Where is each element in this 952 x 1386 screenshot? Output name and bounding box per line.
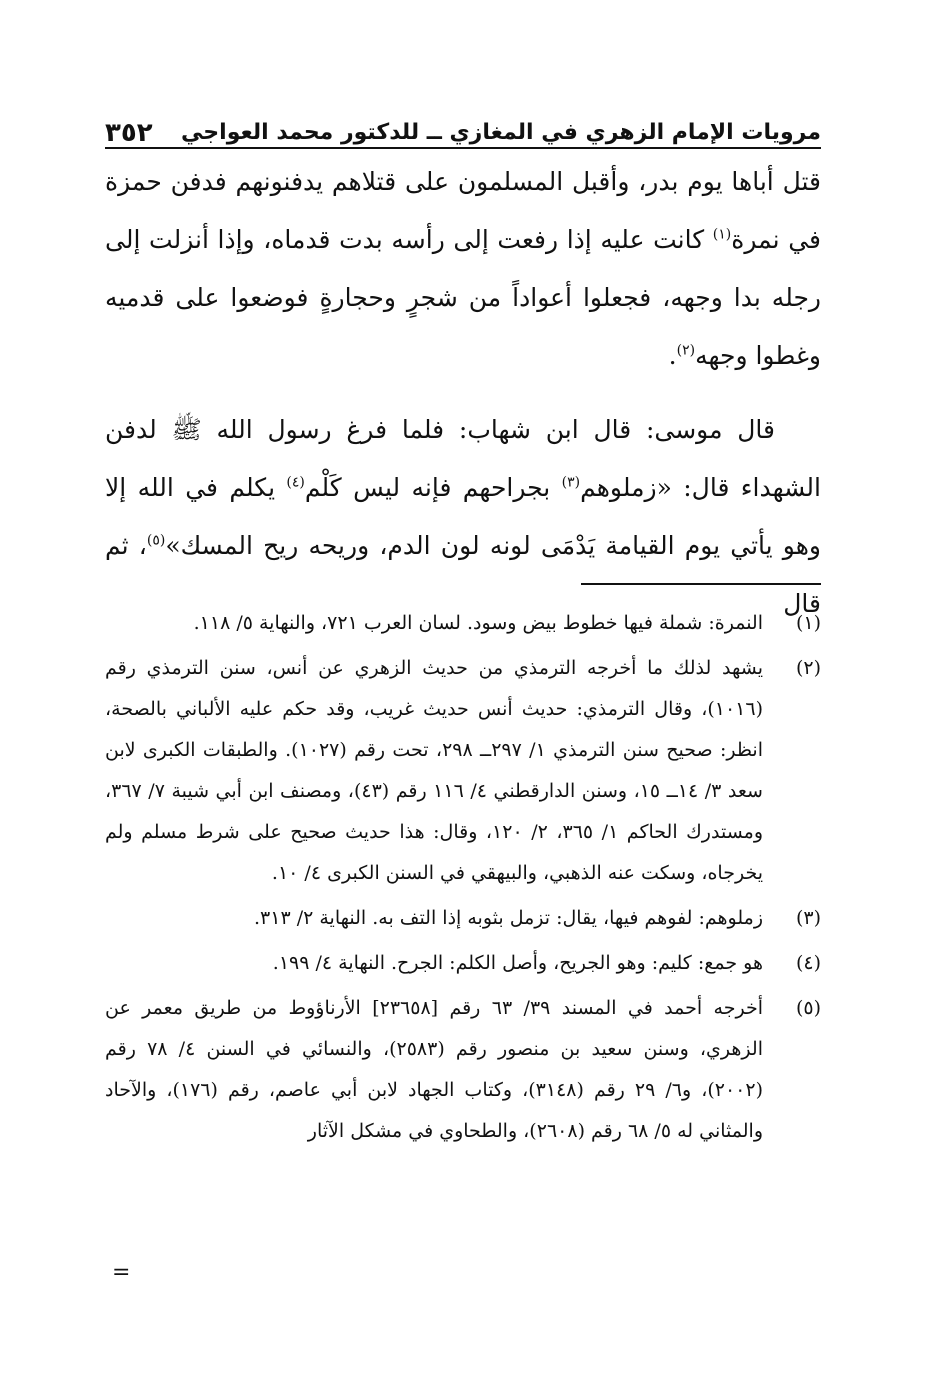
footnote-text: زملوهم: لفوهم فيها، يقال: تزمل بثوبه إذا التف به. النهاية ٢/ ٣١٣. bbox=[253, 907, 763, 929]
main-text bbox=[105, 153, 821, 633]
footnote-ref-5: (٥) bbox=[146, 532, 166, 549]
footnote-text: أخرجه أحمد في المسند ٣٩/ ٦٣ رقم [٢٣٦٥٨] الأرناؤوط من طريق معمر عن الزهري، وسنن سعيد بن منصور رقم (٢٥٨٣)، والنسائي في السنن ٤/ ٧٨ رقم (٢٠٠٢)، و٦/ ٢٩ رقم (٣١٤٨)، وكتاب الجهاد لابن أبي عاصم، رقم (١٧٦)، والآحاد والمثاني له ٥/ ٦٨ رقم (٢٦٠٨)، والطحاوي في مشكل الآثار bbox=[105, 997, 763, 1142]
footnote-number: (٣) bbox=[795, 907, 821, 929]
running-title: مرويات الإمام الزهري في المغازي ــ للدكتور محمد العواجي bbox=[181, 120, 821, 145]
footnote-text: يشهد لذلك ما أخرجه الترمذي من حديث الزهري عن أنس، سنن الترمذي رقم (١٠١٦)، وقال الترمذي: حديث أنس حديث غريب، وقد حكم عليه الألباني بالصحة، انظر: صحيح سنن الترمذي ١/ ٢٩٧ــ ٢٩٨، تحت رقم (١٠٢٧). والطبقات الكبرى لابن سعد ٣/ ١٤ــ ١٥، وسنن الدارقطني ٤/ ١١٦ رقم (٤٣)، ومصنف ابن أبي شيبة ٧/ ٣٦٧، ومستدرك الحاكم ١/ ٣٦٥، ٢/ ١٢٠، وقال: هذا حديث صحيح على شرط مسلم ولم يخرجاه، وسكت عنه الذهبي، والبيهقي في السنن الكبرى ٤/ ١٠. bbox=[105, 657, 763, 884]
header-rule bbox=[105, 147, 821, 149]
footnote-separator bbox=[581, 583, 821, 585]
footnote-ref-4: (٤) bbox=[286, 474, 305, 491]
footnote-ref-3: (٣) bbox=[561, 474, 581, 491]
footnote-number: (٢) bbox=[795, 657, 821, 679]
footnotes bbox=[105, 603, 821, 1156]
footnote-3 bbox=[105, 898, 821, 939]
paragraph-1: قتل أباها يوم بدر، وأقبل المسلمون على قتلاهم يدفنونهم فدفن حمزة في نمرة$^{(١)}$ كانت عليه إذا رفعت إلى رأسه بدت قدماه، وإذا أنزلت إلى رجله بدا وجهه، فجعلوا أعواداً من شجرٍ وحجارةٍ فوضعوا على قدميه وغطوا وجهه$^{(٢)}$. bbox=[105, 167, 821, 370]
footnote-number: (١) bbox=[795, 612, 821, 634]
footnote-text: هو جمع: كليم: وهو الجريح، وأصل الكلم: الجرح. النهاية ٤/ ١٩٩. bbox=[272, 952, 763, 974]
footnote-1 bbox=[105, 603, 821, 644]
footnote-2 bbox=[105, 648, 821, 894]
continuation-mark: = bbox=[112, 1260, 131, 1285]
page-number: ٣٥٢ bbox=[105, 118, 153, 148]
paragraph-2: قال موسى: قال ابن شهاب: فلما فرغ رسول الله ﷺ لدفن الشهداء قال: «زملوهم$^{(٣)}$ بجراحهم فإنه ليس كَلْم$^{(٤)}$ يكلم في الله إلا وهو يأتي يوم القيامة يَدْمَى لونه لون الدم، وريحه ريح المسك»$^{(٥)}$، ثم قال bbox=[105, 415, 821, 618]
running-header bbox=[105, 110, 821, 148]
footnote-number: (٤) bbox=[795, 952, 821, 974]
footnote-5 bbox=[105, 988, 821, 1152]
footnote-text: النمرة: شملة فيها خطوط بيض وسود. لسان العرب ٧٢١، والنهاية ٥/ ١١٨. bbox=[193, 612, 763, 634]
footnote-number: (٥) bbox=[795, 997, 821, 1019]
footnote-ref-1: (١) bbox=[712, 226, 732, 243]
footnote-4 bbox=[105, 943, 821, 984]
footnote-ref-2: (٢) bbox=[676, 342, 696, 359]
